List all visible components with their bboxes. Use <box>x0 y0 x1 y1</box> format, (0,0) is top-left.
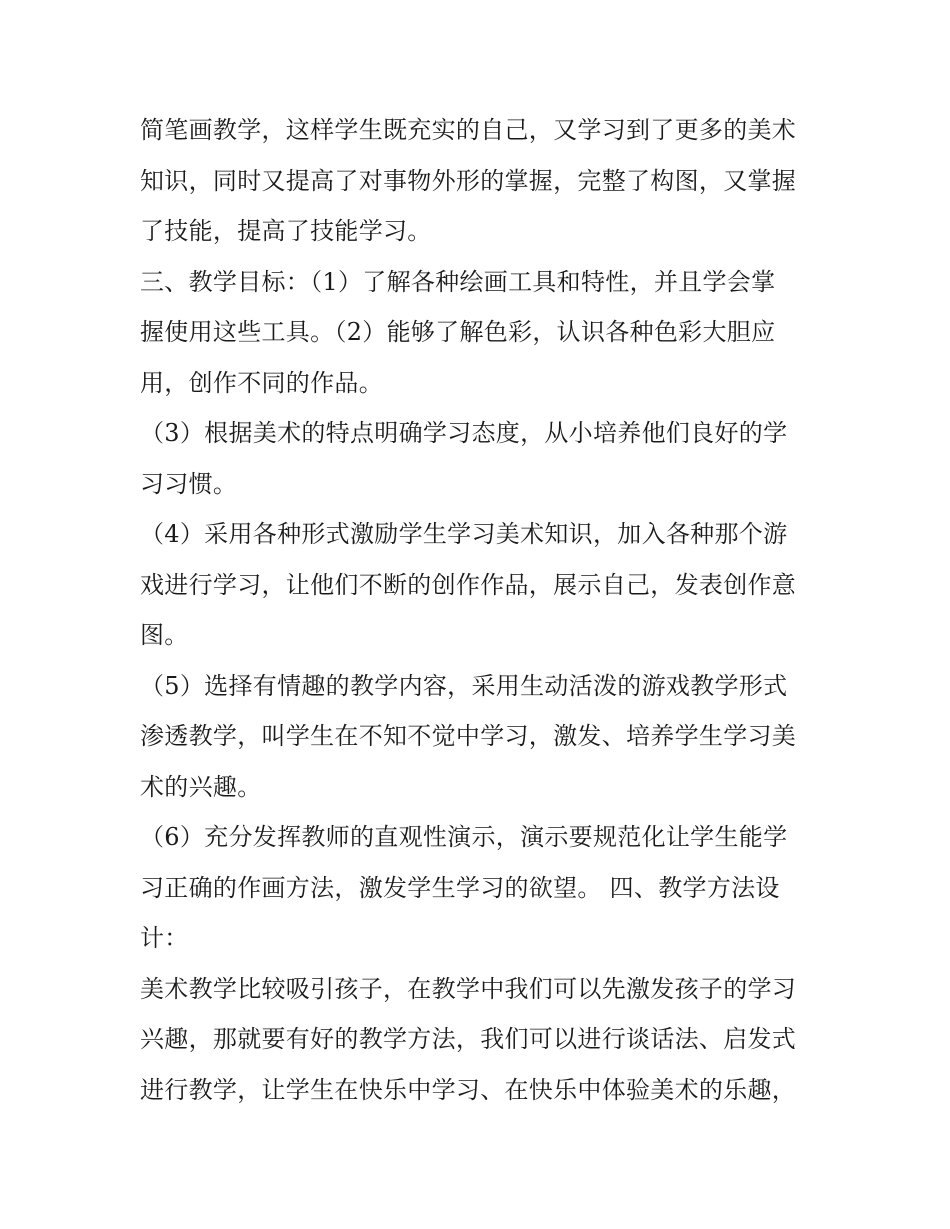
text-line: （5）选择有情趣的教学内容，采用生动活泼的游戏教学形式 <box>140 671 788 700</box>
text-line: 渗透教学，叫学生在不知不觉中学习，激发、培养学生学习美 <box>140 722 797 750</box>
document-body <box>140 105 812 1115</box>
text-line: （4）采用各种形式激励学生学习美术知识，加入各种那个游 <box>140 520 788 548</box>
text-line: （3）根据美术的特点明确学习态度，从小培养他们良好的学 <box>140 419 788 447</box>
paragraph-goal-6 <box>140 812 812 964</box>
paragraph-goal-4 <box>140 509 812 661</box>
text-line: 术的兴趣。 <box>140 772 262 801</box>
text-line: 简笔画教学，这样学生既充实的自己，又学习到了更多的美术 <box>140 116 797 144</box>
text-line: 握使用这些工具。（2）能够了解色彩，认识各种色彩大胆应 <box>140 318 776 346</box>
paragraph-goal-5 <box>140 661 812 813</box>
text-line: 习正确的作画方法，激发学生学习的欲望。 四、教学方法设 <box>140 873 780 902</box>
text-line: 兴趣，那就要有好的教学方法，我们可以进行谈话法、启发式 <box>140 1025 797 1053</box>
paragraph-intro <box>140 105 812 257</box>
text-line: 习习惯。 <box>140 469 238 498</box>
text-line: 美术教学比较吸引孩子，在教学中我们可以先激发孩子的学习 <box>140 974 797 1003</box>
text-line: 计： <box>140 924 189 952</box>
text-line: 知识，同时又提高了对事物外形的掌握，完整了构图，又掌握 <box>140 166 797 195</box>
paragraph-goal-3 <box>140 408 812 509</box>
text-line: 戏进行学习，让他们不断的创作作品，展示自己，发表创作意 <box>140 570 797 599</box>
paragraph-teaching-goals <box>140 257 812 409</box>
text-line: 了技能，提高了技能学习。 <box>140 217 432 245</box>
text-line: 三、教学目标：（1）了解各种绘画工具和特性，并且学会掌 <box>140 267 776 296</box>
text-line: 进行教学，让学生在快乐中学习、在快乐中体验美术的乐趣， <box>140 1075 797 1104</box>
text-line: （6）充分发挥教师的直观性演示，演示要规范化让学生能学 <box>140 823 788 851</box>
paragraph-teaching-methods <box>140 964 812 1116</box>
text-line: 图。 <box>140 621 189 649</box>
text-line: 用，创作不同的作品。 <box>140 368 383 397</box>
